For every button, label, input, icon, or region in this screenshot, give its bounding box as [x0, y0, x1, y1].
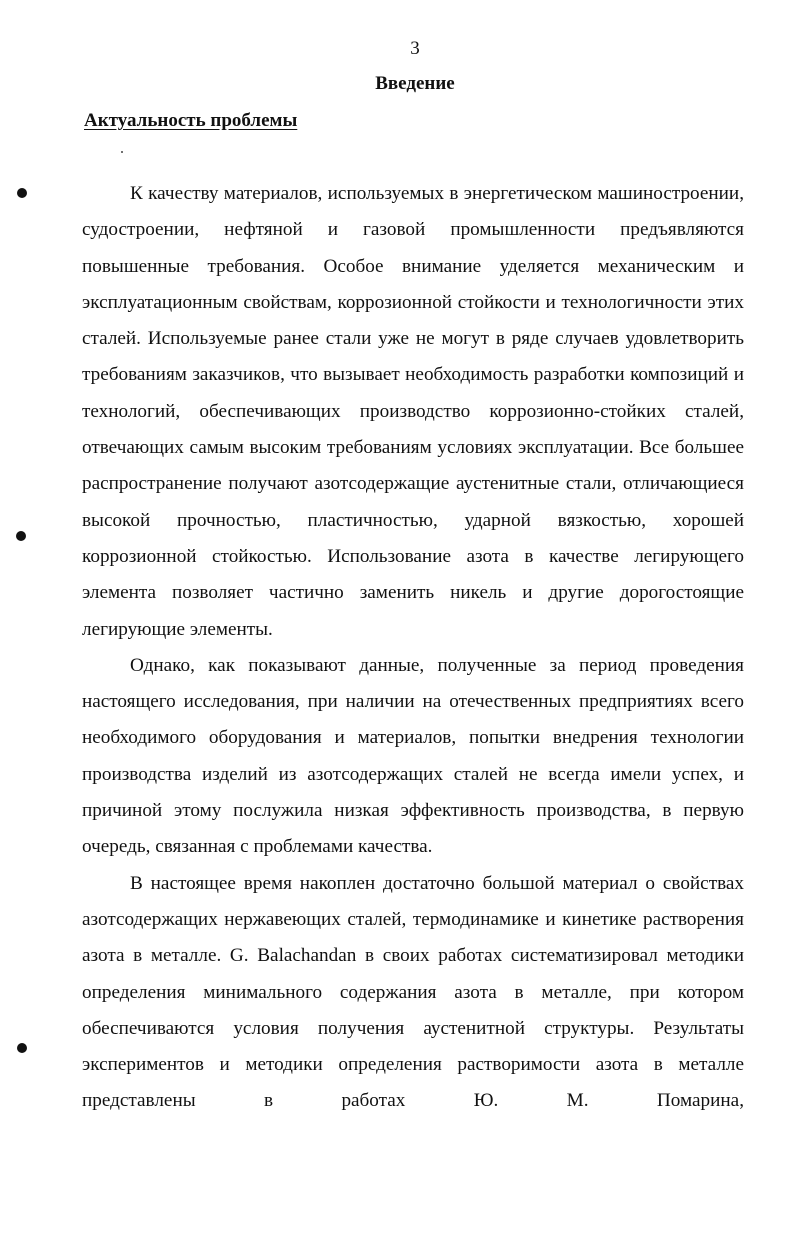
section-heading: Введение — [375, 73, 455, 94]
paragraph: К качеству материалов, используемых в энергетическом машиностроении, судостроении, нефтяной и газовой промышленности предъявляются повышенные требования. Особое внимание уделяется механическим и эксплуатационным свойствам, коррозионной стойкости и технологичности этих сталей. Используемые ранее стали уже не могут в ряде случаев удовлетворить требованиям заказчиков, что вызывает необходимость разработки композиций и технологий, обеспечивающих производство коррозионно-стойких сталей, отвечающих самым высоким требованиям условиях эксплуатации. Все большее распространение получают азотсодержащие аустенитные стали, отличающиеся высокой прочностью, пластичностью, ударной вязкостью, хорошей коррозионной стойкостью. Использование азота в качестве легирующего элемента позволяет частично заменить никель и другие дорогостоящие легирующие элементы. — [82, 183, 744, 640]
binding-hole-mark — [16, 531, 26, 541]
binding-hole-mark — [17, 188, 27, 198]
subsection-heading: Актуальность проблемы — [84, 110, 298, 131]
page-number: 3 — [410, 38, 420, 59]
paragraph: В настоящее время накоплен достаточно большой материал о свойствах азотсодержащих нержавеющих сталей, термодинамике и кинетике растворения азота в металле. G. Balachandan в своих работах систематизировал методики определения минимального содержания азота в металле, при котором обеспечиваются условия получения аустенитной структуры. Результаты экспериментов и методики определения растворимости азота в металле представлены в работах Ю. М. Помарина, — [82, 872, 744, 1112]
scan-speck — [121, 151, 123, 153]
paragraph: Однако, как показывают данные, полученные за период проведения настоящего исследования, при наличии на отечественных предприятиях всего необходимого оборудования и материалов, попытки внедрения технологии производства изделий из азотсодержащих сталей не всегда имели успех, и причиной этому послужила низкая эффективность производства, в первую очередь, связанная с проблемами качества. — [82, 654, 744, 858]
binding-hole-mark — [17, 1043, 27, 1053]
body-text — [82, 176, 744, 1120]
